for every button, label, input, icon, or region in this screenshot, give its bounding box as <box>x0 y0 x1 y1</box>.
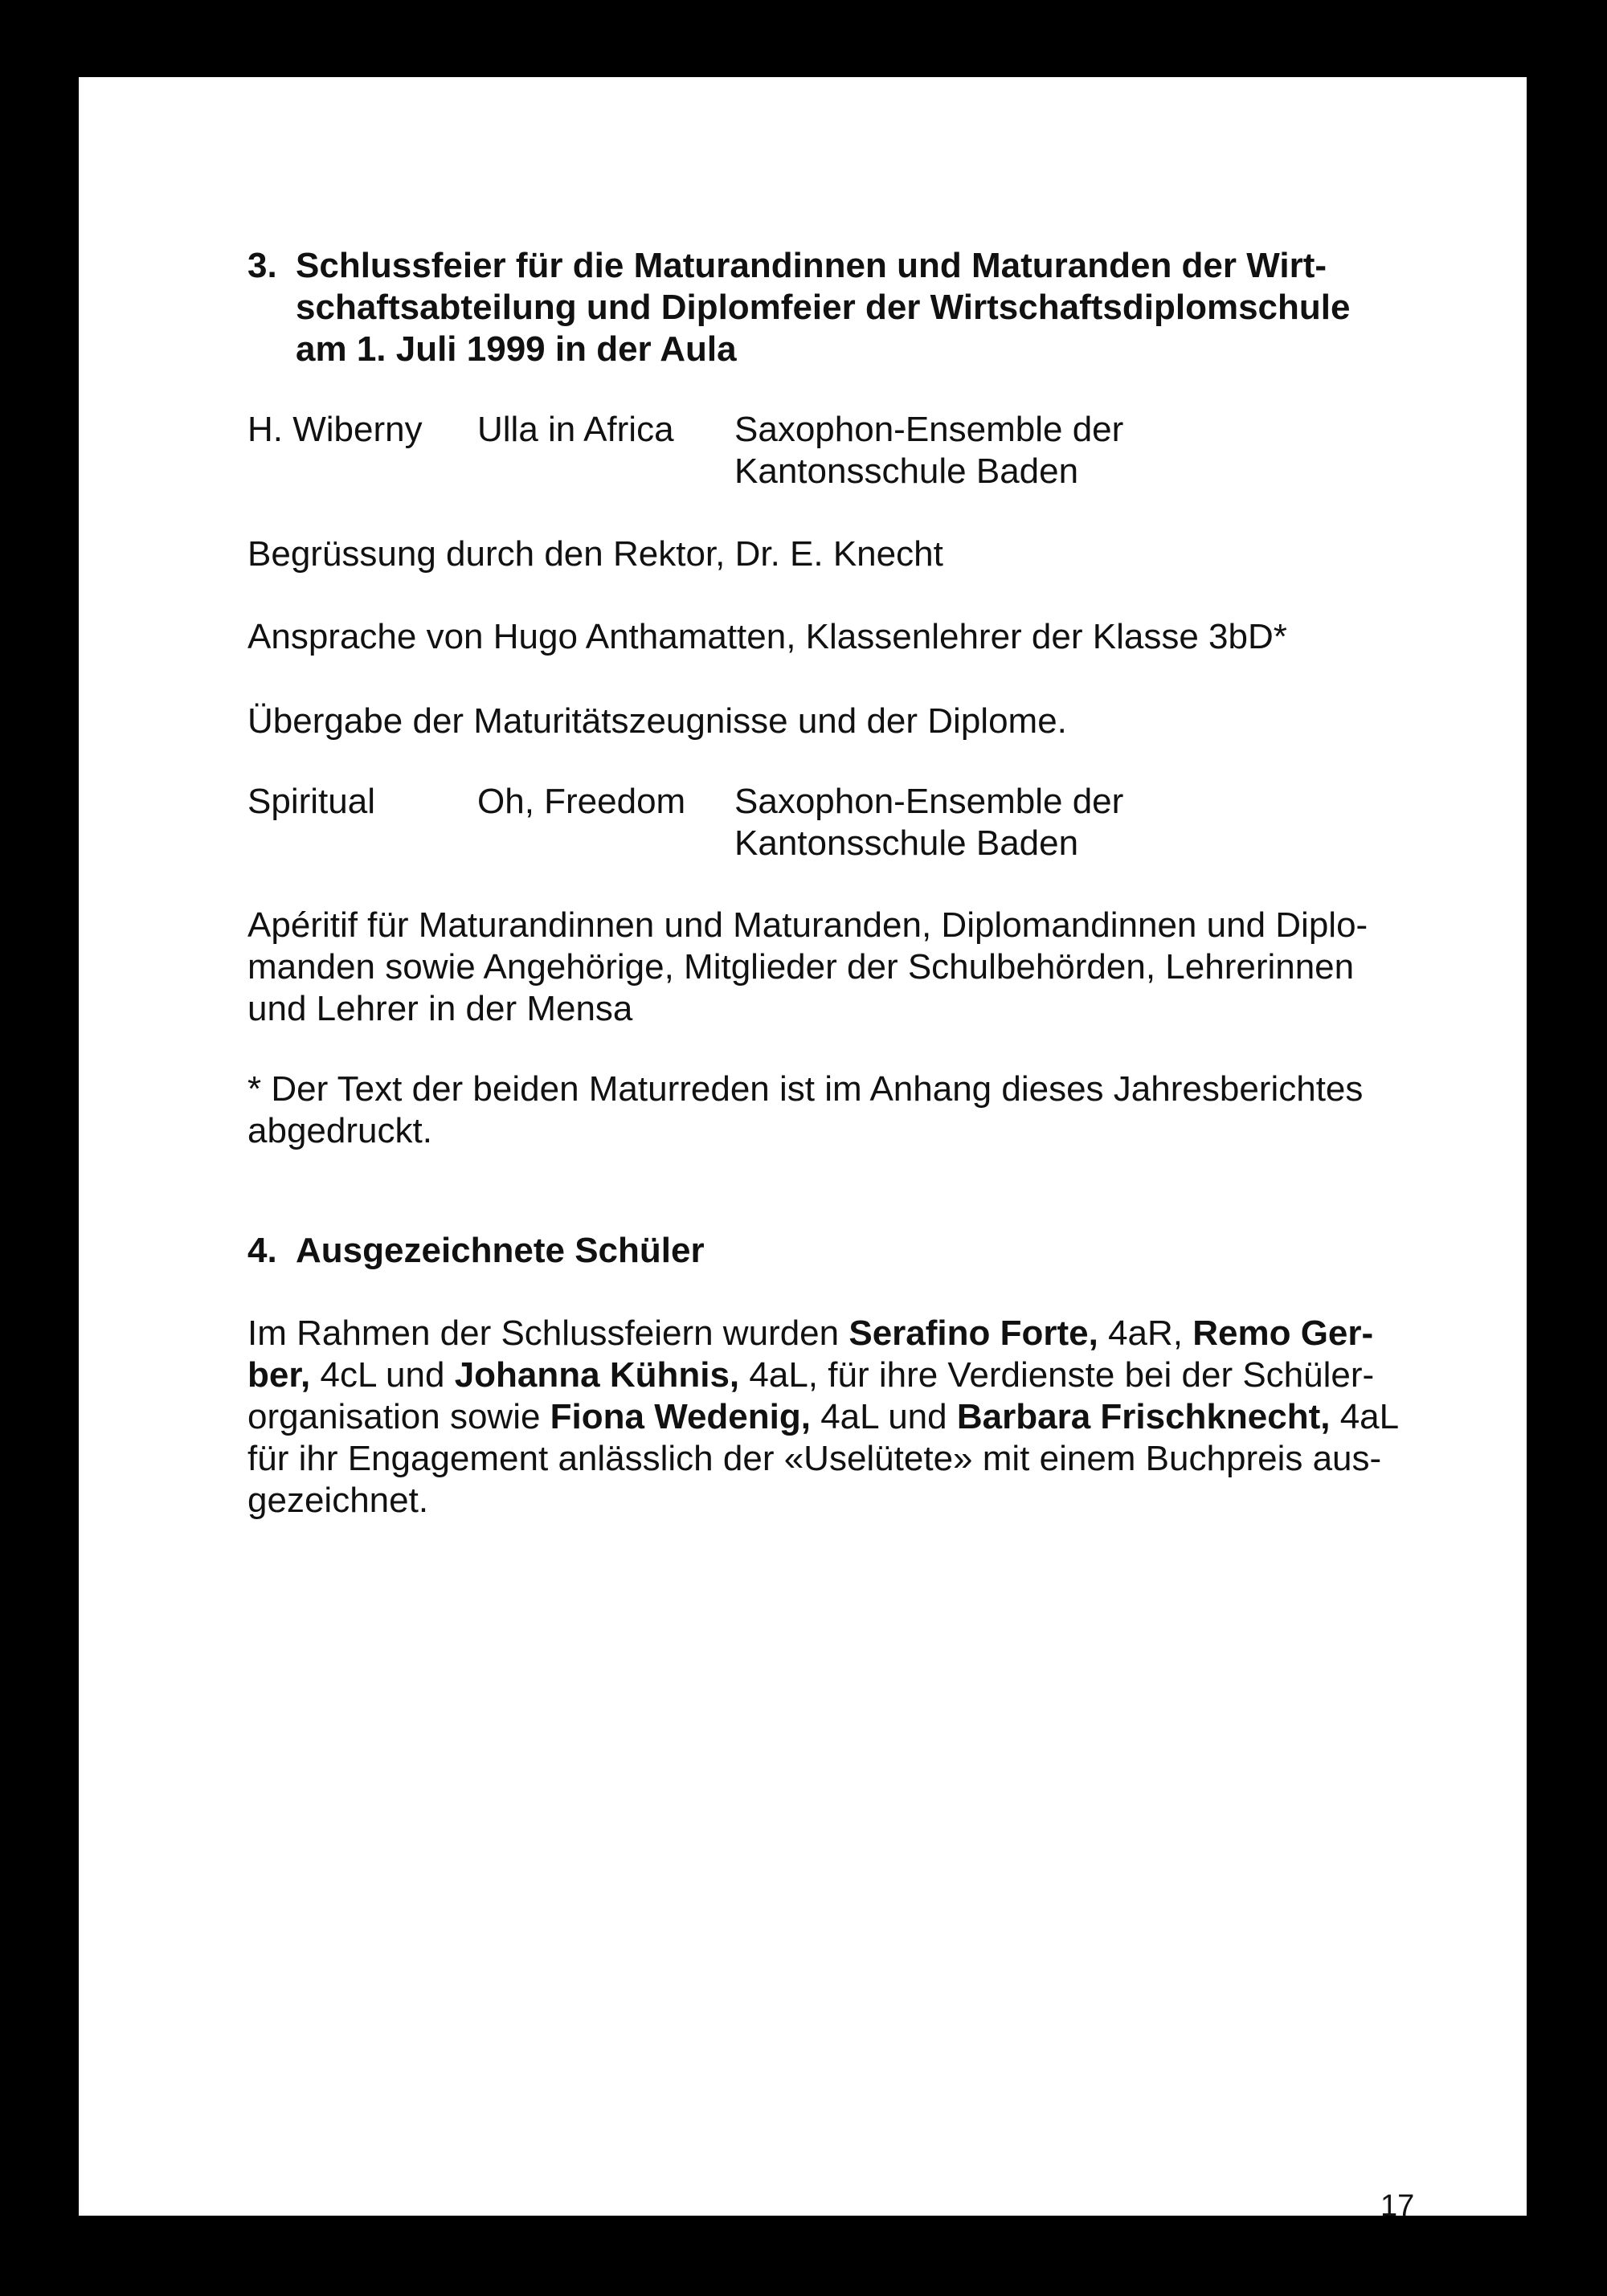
award-text: 4aL, für ihre Verdienste bei der Schüler- <box>739 1355 1375 1395</box>
section-4-heading <box>247 1230 1421 1272</box>
award-text: 4cL und <box>310 1355 455 1395</box>
aperitif-line: Apéritif für Maturandinnen und Maturanden, Diplomandinnen und Diplo- <box>247 905 1368 945</box>
page-number: 17 <box>1380 2189 1415 2223</box>
program-item-1 <box>247 409 1413 492</box>
footnote-paragraph <box>247 1068 1413 1152</box>
aperitif-line: manden sowie Angehörige, Mitglieder der Schulbehörden, Lehrerinnen <box>247 947 1355 987</box>
speech-line: Ansprache von Hugo Anthamatten, Klassenlehrer der Klasse 3bD* <box>247 617 1287 656</box>
document-page <box>79 77 1527 2223</box>
section-3-title <box>296 245 1421 370</box>
section-3-number: 3. <box>247 246 277 285</box>
greeting-line: Begrüssung durch den Rektor, Dr. E. Knecht <box>247 534 943 574</box>
award-text: 4aR, <box>1098 1313 1193 1353</box>
awardee-name: Barbara Frischknecht, <box>956 1397 1331 1436</box>
program-composer: H. Wiberny <box>247 410 423 449</box>
award-paragraph <box>247 1313 1413 1522</box>
award-text: organisation sowie <box>247 1397 550 1436</box>
award-text: 4aL <box>1330 1397 1400 1436</box>
award-line <box>247 1354 1413 1396</box>
footnote-line: * Der Text der beiden Maturreden ist im Anhang dieses Jahresberichtes <box>247 1069 1364 1109</box>
award-line: gezeichnet. <box>247 1481 429 1520</box>
section-3-title-line: Schlussfeier für die Maturandinnen und Maturanden der Wirt- <box>296 246 1327 285</box>
performer-line: Kantonsschule Baden <box>734 451 1079 491</box>
section-3-heading <box>247 245 1421 370</box>
award-text: 4aL und <box>810 1397 957 1436</box>
footnote-line: abgedruckt. <box>247 1111 432 1150</box>
performer-line: Kantonsschule Baden <box>734 823 1079 863</box>
section-3-title-line: am 1. Juli 1999 in der Aula <box>296 329 737 369</box>
award-line: für ihr Engagement anlässlich der «Uselütete» mit einem Buchpreis aus- <box>247 1439 1382 1478</box>
program-composer: Spiritual <box>247 782 375 821</box>
program-performer <box>734 409 1123 492</box>
section-4-title: Ausgezeichnete Schüler <box>296 1231 705 1270</box>
awardee-name: Fiona Wedenig, <box>550 1397 811 1436</box>
program-performer <box>734 781 1123 864</box>
performer-line: Saxophon-Ensemble der <box>734 782 1124 821</box>
performer-line: Saxophon-Ensemble der <box>734 410 1124 449</box>
handover-line: Übergabe der Maturitätszeugnisse und der Diplome. <box>247 701 1067 741</box>
award-line <box>247 1313 1413 1354</box>
section-4-number: 4. <box>247 1231 277 1270</box>
aperitif-line: und Lehrer in der Mensa <box>247 989 633 1028</box>
awardee-name: Serafino Forte, <box>848 1313 1098 1353</box>
program-piece: Oh, Freedom <box>477 782 686 821</box>
award-line <box>247 1396 1413 1438</box>
aperitif-paragraph <box>247 905 1413 1030</box>
award-text: Im Rahmen der Schlussfeiern wurden <box>247 1313 849 1353</box>
program-piece: Ulla in Africa <box>477 410 674 449</box>
awardee-name: ber, <box>247 1355 311 1395</box>
program-item-2 <box>247 781 1413 864</box>
awardee-name: Remo Ger- <box>1192 1313 1374 1353</box>
section-3-title-line: schaftsabteilung und Diplomfeier der Wirtschaftsdiplomschule <box>296 288 1351 327</box>
awardee-name: Johanna Kühnis, <box>454 1355 740 1395</box>
